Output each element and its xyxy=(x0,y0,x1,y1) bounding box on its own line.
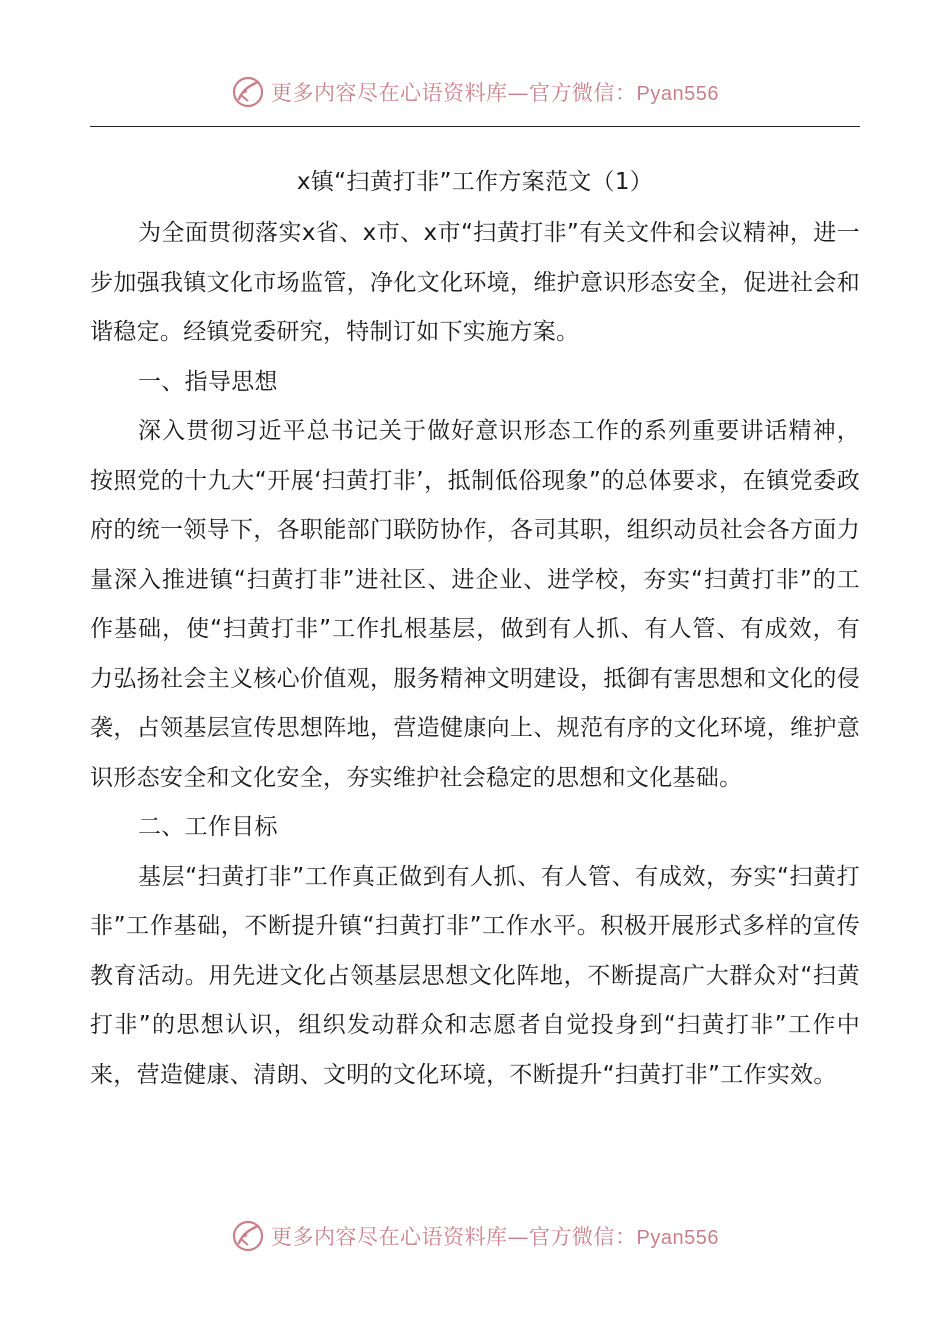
watermark-text xyxy=(271,1221,719,1251)
footer-watermark xyxy=(0,1216,950,1256)
header-divider xyxy=(90,126,860,127)
document-body xyxy=(90,160,860,1100)
intro-paragraph: 为全面贯彻落实x省、x市、x市“扫黄打非”有关文件和会议精神，进一步加强我镇文化市场监管，净化文化环境，维护意识形态安全，促进社会和谐稳定。经镇党委研究，特制订如下实施方案。 xyxy=(90,220,860,345)
section-heading-work-goals: 二、工作目标 xyxy=(138,814,278,840)
section-body-work-goals: 基层“扫黄打非”工作真正做到有人抓、有人管、有成效，夯实“扫黄打非”工作基础，不断提升镇“扫黄打非”工作水平。积极开展形式多样的宣传教育活动。用先进文化占领基层思想文化阵地，不断提高广大群众对“扫黄打非”的思想认识，组织发动群众和志愿者自觉投身到“扫黄打非”工作中来，营造健康、清朗、文明的文化环境，不断提升“扫黄打非”工作实效。 xyxy=(90,863,860,1088)
pen-logo-icon xyxy=(231,1219,265,1253)
section-body-guiding-ideology: 深入贯彻习近平总书记关于做好意识形态工作的系列重要讲话精神，按照党的十九大“开展‘扫黄打非’，抵制低俗现象”的总体要求，在镇党委政府的统一领导下，各职能部门联防协作，各司其职，组织动员社会各方面力量深入推进镇“扫黄打非”进社区、进企业、进学校，夯实“扫黄打非”的工作基础，使“扫黄打非”工作扎根基层，做到有人抓、有人管、有成效，有力弘扬社会主义核心价值观，服务精神文明建设，抵御有害思想和文化的侵袭，占领基层宣传思想阵地，营造健康向上、规范有序的文化环境，维护意识形态安全和文化安全，夯实维护社会稳定的思想和文化基础。 xyxy=(90,418,860,791)
watermark-text xyxy=(271,77,719,107)
section-heading-guiding-ideology: 一、指导思想 xyxy=(138,368,278,395)
header-watermark xyxy=(0,72,950,112)
document-title: x镇“扫黄打非”工作方案范文（1） xyxy=(296,169,654,195)
pen-logo-icon xyxy=(231,75,265,109)
watermark-wechat-id: Pyan556 xyxy=(636,1227,719,1249)
watermark-label: 更多内容尽在心语资料库—官方微信： xyxy=(271,81,637,105)
watermark-label: 更多内容尽在心语资料库—官方微信： xyxy=(271,1225,637,1249)
watermark-wechat-id: Pyan556 xyxy=(636,83,719,105)
